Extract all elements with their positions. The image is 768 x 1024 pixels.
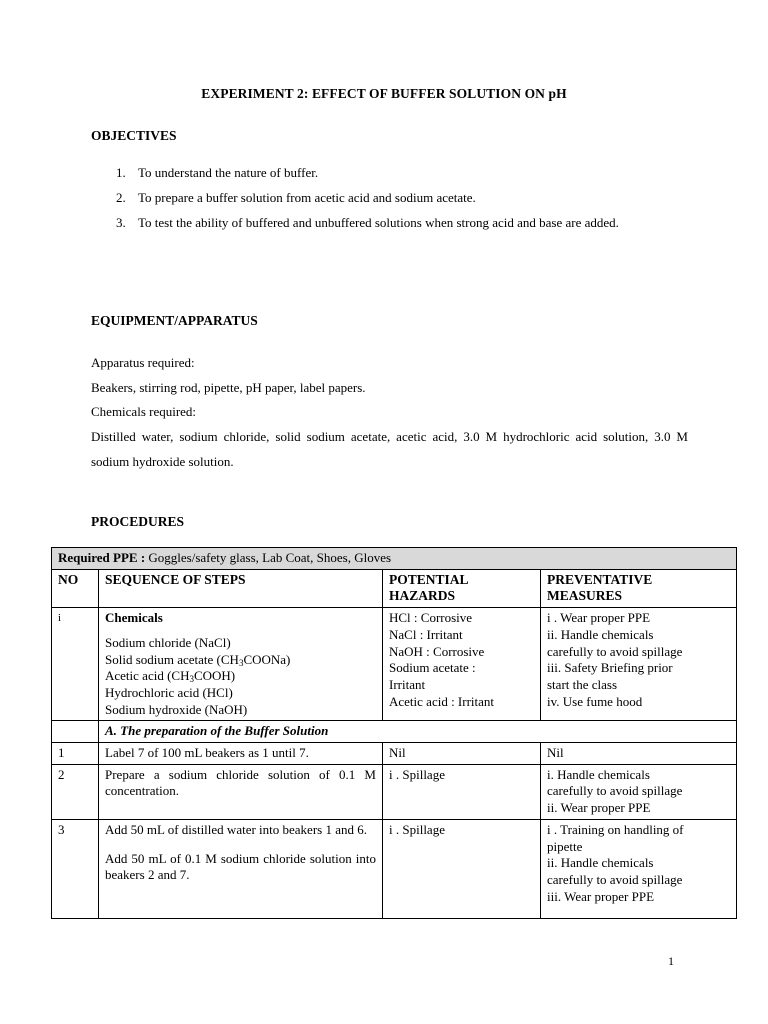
ppe-value: Goggles/safety glass, Lab Coat, Shoes, Gloves: [145, 550, 392, 565]
objectives-heading: OBJECTIVES: [91, 128, 177, 143]
document-title: EXPERIMENT 2: EFFECT OF BUFFER SOLUTION ON pH: [201, 86, 567, 101]
table-row: i Chemicals Sodium chloride (NaCl) Solid sodium acetate $(CH_3COONa)$ Acetic acid $(CH_3COOH)$ Hydrochloric acid (HCl) Sodium hydroxide (NaOH) HCl : Corrosive NaCl : Irritant NaOH : Corrosive Sodium acetate : Irritant Acetic acid : Irritant i . Wear proper PPE ii. Handle chemicals carefully to avoid spillage iii. Safety Briefing prior start the class iv. Use fume hood: [52, 608, 737, 721]
col-hazards: POTENTIAL HAZARDS: [383, 569, 541, 607]
apparatus-list: Beakers, stirring rod, pipette, pH paper, label papers.: [91, 379, 366, 395]
ppe-label: Required PPE :: [58, 550, 146, 565]
chemicals-title: Chemicals: [105, 610, 163, 626]
col-steps: SEQUENCE OF STEPS: [99, 569, 383, 607]
table-row: 3 Add 50 mL of distilled water into beakers 1 and 6. Add 50 mL of 0.1 M sodium chloride solution into beakers 2 and 7. i . Spillage i . Training on handling of pipette ii. Handle chemicals carefully to avoid spillage iii. Wear proper PPE: [52, 819, 737, 918]
section-a-title: A. The preparation of the Buffer Solution: [99, 721, 737, 743]
equipment-section: [91, 351, 688, 475]
procedures-heading: PROCEDURES: [91, 514, 185, 529]
list-item: 2. To prepare a buffer solution from acetic acid and sodium acetate.: [116, 190, 476, 205]
apparatus-label: Apparatus required:: [91, 355, 195, 370]
table-header: [52, 569, 737, 607]
list-item: 3. To test the ability of buffered and unbuffered solutions when strong acid and base are added.: [116, 215, 619, 230]
objectives-list: [116, 160, 676, 235]
table-row: 1 Label 7 of 100 mL beakers as 1 until 7. Nil Nil: [52, 743, 737, 765]
chemicals-label: Chemicals required:: [91, 404, 197, 420]
ppe-row: [52, 548, 737, 570]
section-row: [52, 721, 737, 743]
equipment-heading: EQUIPMENT/APPARATUS: [91, 313, 258, 328]
col-measures: PREVENTATIVE MEASURES: [541, 569, 737, 607]
table-row: 2 Prepare a sodium chloride solution of 0.1 M concentration. i . Spillage i. Handle chemicals carefully to avoid spillage ii. Wear proper PPE: [52, 764, 737, 819]
chemicals-list: Distilled water, sodium chloride, solid sodium acetate, acetic acid, 3.0 M hydrochloric acid solution, 3.0 M sodium hydroxide solution.: [91, 429, 688, 469]
list-item: 1. To understand the nature of buffer.: [116, 165, 319, 180]
page-number: 1: [668, 954, 674, 968]
procedures-table: [51, 547, 737, 919]
col-no: NO: [52, 569, 99, 607]
